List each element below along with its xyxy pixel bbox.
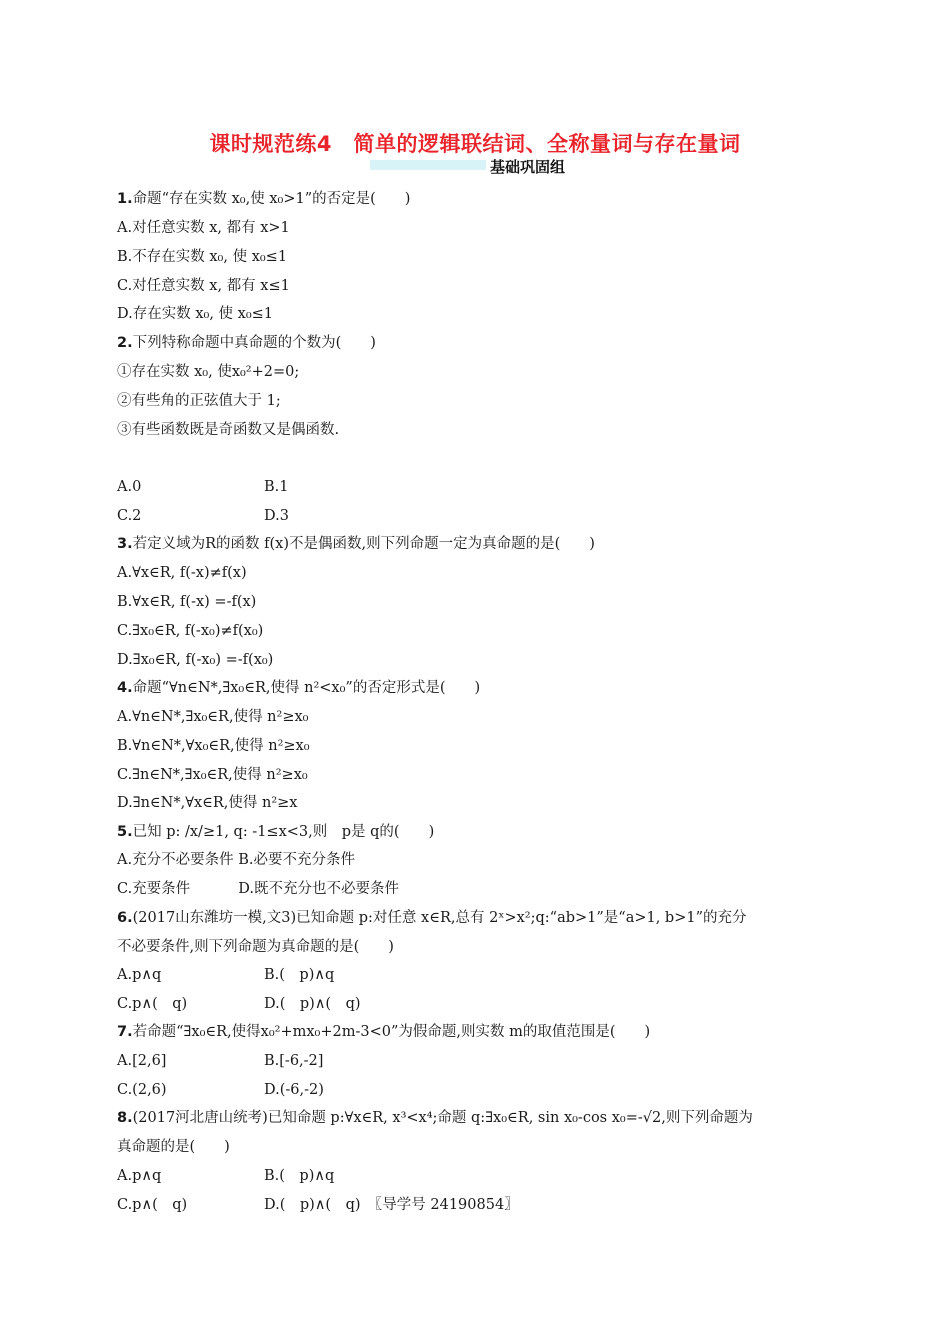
- option-line: [117, 276, 290, 296]
- question-number: 6.: [117, 910, 133, 926]
- line-text: ①存在实数 x₀, 使x₀²+2=0;: [117, 364, 300, 380]
- option-line: [117, 879, 399, 899]
- option-right: B.[-6,-2]: [264, 1053, 324, 1069]
- option-left: C.2: [117, 508, 142, 524]
- question-line: [117, 1108, 753, 1128]
- option-right: B.( p)∧q: [264, 967, 335, 983]
- question-number: 4.: [117, 680, 133, 696]
- option-line: [117, 247, 287, 267]
- line-text: B.∀n∈N*,∀x₀∈R,使得 n²≥x₀: [117, 738, 310, 754]
- option-right: B.( p)∧q: [264, 1168, 335, 1184]
- question-number: 3.: [117, 536, 133, 552]
- line-text: 不必要条件,则下列命题为真命题的是( ): [117, 939, 394, 955]
- option-line: [117, 736, 310, 756]
- option-left: A.[2,6]: [117, 1053, 167, 1069]
- line-text: 若定义域为R的函数 f(x)不是偶函数,则下列命题一定为真命题的是( ): [132, 536, 595, 552]
- option-right: D.( p)∧( q) 〖导学号 24190854〗: [264, 1197, 519, 1213]
- option-line: [117, 707, 308, 727]
- option-line: [117, 937, 394, 957]
- option-line: [117, 218, 290, 238]
- line-text: A.∀x∈R, f(-x)≠f(x): [117, 565, 247, 581]
- option-right: B.1: [264, 479, 289, 495]
- question-line: [117, 333, 376, 353]
- question-number: 5.: [117, 824, 133, 840]
- line-text: C.充要条件 D.既不充分也不必要条件: [117, 881, 400, 897]
- line-text: A.充分不必要条件 B.必要不充分条件: [117, 852, 355, 868]
- line-text: 下列特称命题中真命题的个数为( ): [132, 335, 376, 351]
- option-left: A.p∧q: [117, 967, 162, 983]
- section-highlight-bar: [370, 160, 486, 170]
- option-line: [117, 621, 263, 641]
- line-text: C.对任意实数 x, 都有 x≤1: [117, 278, 290, 294]
- line-text: (2017山东潍坊一模,文3)已知命题 p:对任意 x∈R,总有 2ˣ>x²;q:“ab>1”是“a>1, b>1”的充分: [132, 910, 747, 926]
- option-line: [117, 765, 308, 785]
- line-text: ②有些角的正弦值大于 1;: [117, 393, 281, 409]
- line-text: 已知 p: /x/≥1, q: -1≤x<3,则 p是 q的( ): [132, 824, 435, 840]
- option-left: C.p∧( q): [117, 996, 188, 1012]
- line-text: D.∃x₀∈R, f(-x₀) =-f(x₀): [117, 652, 274, 668]
- question-line: [117, 534, 595, 554]
- question-number: 2.: [117, 335, 133, 351]
- line-text: 命题“∀n∈N*,∃x₀∈R,使得 n²<x₀”的否定形式是( ): [132, 680, 481, 696]
- option-line: [117, 391, 281, 411]
- option-line: [117, 304, 273, 324]
- option-line: [117, 793, 297, 813]
- question-line: [117, 822, 434, 842]
- line-text: 真命题的是( ): [117, 1139, 230, 1155]
- line-text: A.∀n∈N*,∃x₀∈R,使得 n²≥x₀: [117, 709, 309, 725]
- question-line: [117, 1022, 650, 1042]
- line-text: 命题“存在实数 x₀,使 x₀>1”的否定是( ): [132, 191, 411, 207]
- option-left: C.(2,6): [117, 1082, 167, 1098]
- line-text: D.∃n∈N*,∀x∈R,使得 n²≥x: [117, 795, 298, 811]
- option-line: [117, 420, 339, 440]
- option-left: C.p∧( q): [117, 1197, 188, 1213]
- option-line: [117, 592, 256, 612]
- line-text: B.∀x∈R, f(-x) =-f(x): [117, 594, 257, 610]
- question-line: [117, 189, 410, 209]
- line-text: ③有些函数既是奇函数又是偶函数.: [117, 422, 340, 438]
- option-left: A.0: [117, 479, 142, 495]
- option-right: D.3: [264, 508, 289, 524]
- line-text: A.对任意实数 x, 都有 x>1: [117, 220, 290, 236]
- option-line: [117, 650, 273, 670]
- line-text: D.存在实数 x₀, 使 x₀≤1: [117, 306, 274, 322]
- section-heading: 基础巩固组: [490, 158, 566, 176]
- line-text: B.不存在实数 x₀, 使 x₀≤1: [117, 249, 288, 265]
- line-text: C.∃n∈N*,∃x₀∈R,使得 n²≥x₀: [117, 767, 308, 783]
- option-left: A.p∧q: [117, 1168, 162, 1184]
- line-text: (2017河北唐山统考)已知命题 p:∀x∈R, x³<x⁴;命题 q:∃x₀∈R, sin x₀-cos x₀=-√2,则下列命题为: [132, 1110, 753, 1126]
- page-title: 课时规范练4 简单的逻辑联结词、全称量词与存在量词: [209, 132, 741, 156]
- question-line: [117, 908, 747, 928]
- question-number: 1.: [117, 191, 133, 207]
- option-line: [117, 1137, 230, 1157]
- option-line: [117, 362, 299, 382]
- line-text: C.∃x₀∈R, f(-x₀)≠f(x₀): [117, 623, 264, 639]
- option-line: [117, 563, 247, 583]
- option-right: D.( p)∧( q): [264, 996, 361, 1012]
- option-right: D.(-6,-2): [264, 1082, 324, 1098]
- line-text: 若命题“∃x₀∈R,使得x₀²+mx₀+2m-3<0”为假命题,则实数 m的取值范围是( ): [132, 1024, 651, 1040]
- question-line: [117, 678, 480, 698]
- question-number: 7.: [117, 1024, 133, 1040]
- option-line: [117, 850, 355, 870]
- question-number: 8.: [117, 1110, 133, 1126]
